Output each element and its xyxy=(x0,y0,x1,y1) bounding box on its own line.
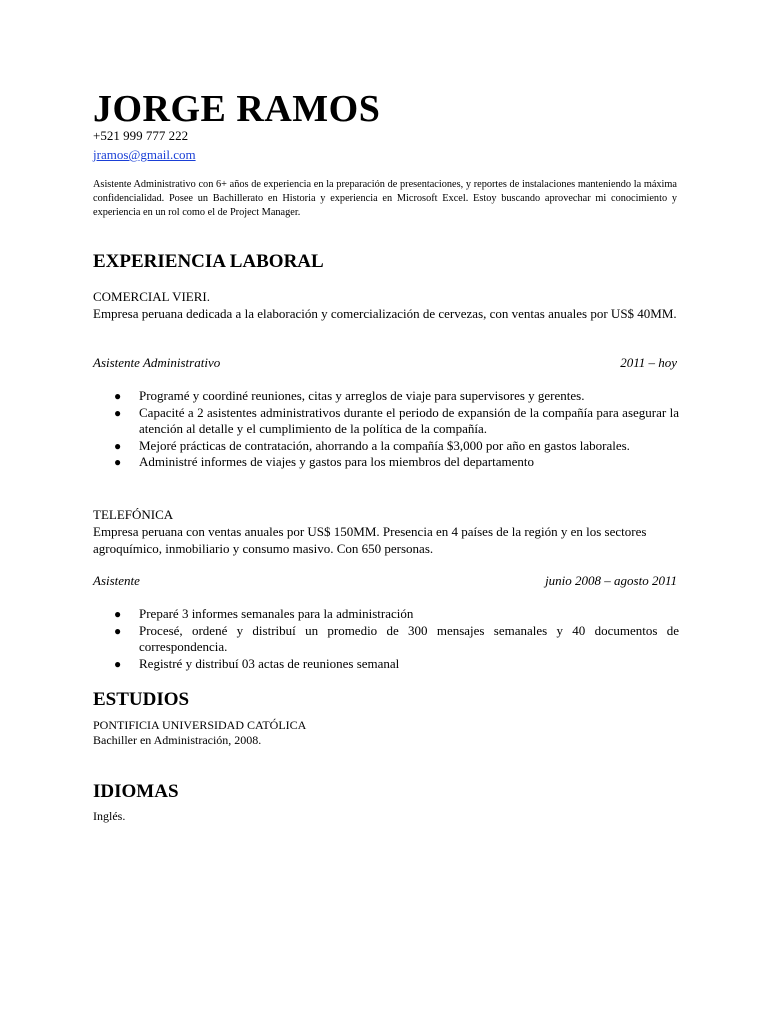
education-block xyxy=(93,718,677,748)
bullet-icon: ● xyxy=(114,656,122,671)
list-item: ● Registré y distribuí 03 actas de reuniones semanal xyxy=(114,655,400,671)
list-item: ● Administré informes de viajes y gastos para los miembros del departamento xyxy=(114,454,534,469)
job-2-company-block xyxy=(93,506,677,557)
job-2-description: Empresa peruana con ventas anuales por US$ 150MM. Presencia en 4 países de la región y en los sectores agroquímico, inmobiliario y consumo masivo. Con 650 personas. xyxy=(93,524,647,556)
bullet-icon: ● xyxy=(114,438,122,453)
job-1-description: Empresa peruana dedicada a la elaboración y comercialización de cervezas, con ventas anuales por US$ 40MM. xyxy=(93,306,677,321)
job-1-bullet-list xyxy=(114,388,679,471)
bullet-icon: ● xyxy=(114,623,122,638)
job-2-bullet-list xyxy=(114,606,679,672)
education-degree: Bachiller en Administración, 2008. xyxy=(93,733,262,747)
job-1-role-row xyxy=(93,355,677,371)
list-item: ● Capacité a 2 asistentes administrativos durante el periodo de expansión de la compañía para asegurar la atención al detalle y el cumplimiento de la política de la compañía. xyxy=(114,404,679,436)
bullet-icon: ● xyxy=(114,389,122,403)
email-link[interactable]: jramos@gmail.com xyxy=(93,147,196,162)
bullet-icon: ● xyxy=(114,405,122,420)
job-2-role: Asistente xyxy=(93,573,140,588)
professional-summary: Asistente Administrativo con 6+ años de experiencia en la preparación de presentaciones, y reportes de instalaciones manteniendo la máxima confidencialidad. Posee un Bachillerato en Historia y experiencia en Microsoft Excel. Estoy buscando aprovechar mi conocimiento y experiencia en un rol como el de Project Manager. xyxy=(93,179,677,218)
education-school: PONTIFICIA UNIVERSIDAD CATÓLICA xyxy=(93,718,307,732)
languages-value: Inglés. xyxy=(93,809,126,823)
job-1-company: COMERCIAL VIERI. xyxy=(93,289,210,304)
bullet-icon: ● xyxy=(114,607,122,621)
languages-heading: IDIOMAS xyxy=(93,781,179,802)
education-heading: ESTUDIOS xyxy=(93,689,190,710)
job-2-dates: junio 2008 – agosto 2011 xyxy=(545,573,677,588)
experience-heading: EXPERIENCIA LABORAL xyxy=(93,251,324,272)
bullet-icon: ● xyxy=(114,455,122,469)
job-1-dates: 2011 – hoy xyxy=(620,355,677,370)
job-2-company: TELEFÓNICA xyxy=(93,507,174,522)
list-item: ● Programé y coordiné reuniones, citas y arreglos de viaje para supervisores y gerentes. xyxy=(114,388,585,403)
list-item: ● Mejoré prácticas de contratación, ahorrando a la compañía $3,000 por año en gastos laborales. xyxy=(114,437,630,453)
list-item: ● Procesé, ordené y distribuí un promedio de 300 mensajes semanales y 40 documentos de correspondencia. xyxy=(114,622,679,654)
candidate-name: JORGE RAMOS xyxy=(93,88,381,130)
list-item: ● Preparé 3 informes semanales para la administración xyxy=(114,606,414,621)
job-1-company-block xyxy=(93,288,677,322)
job-2-role-row xyxy=(93,573,677,589)
phone-number: +521 999 777 222 xyxy=(93,128,189,143)
job-1-role: Asistente Administrativo xyxy=(93,355,221,370)
